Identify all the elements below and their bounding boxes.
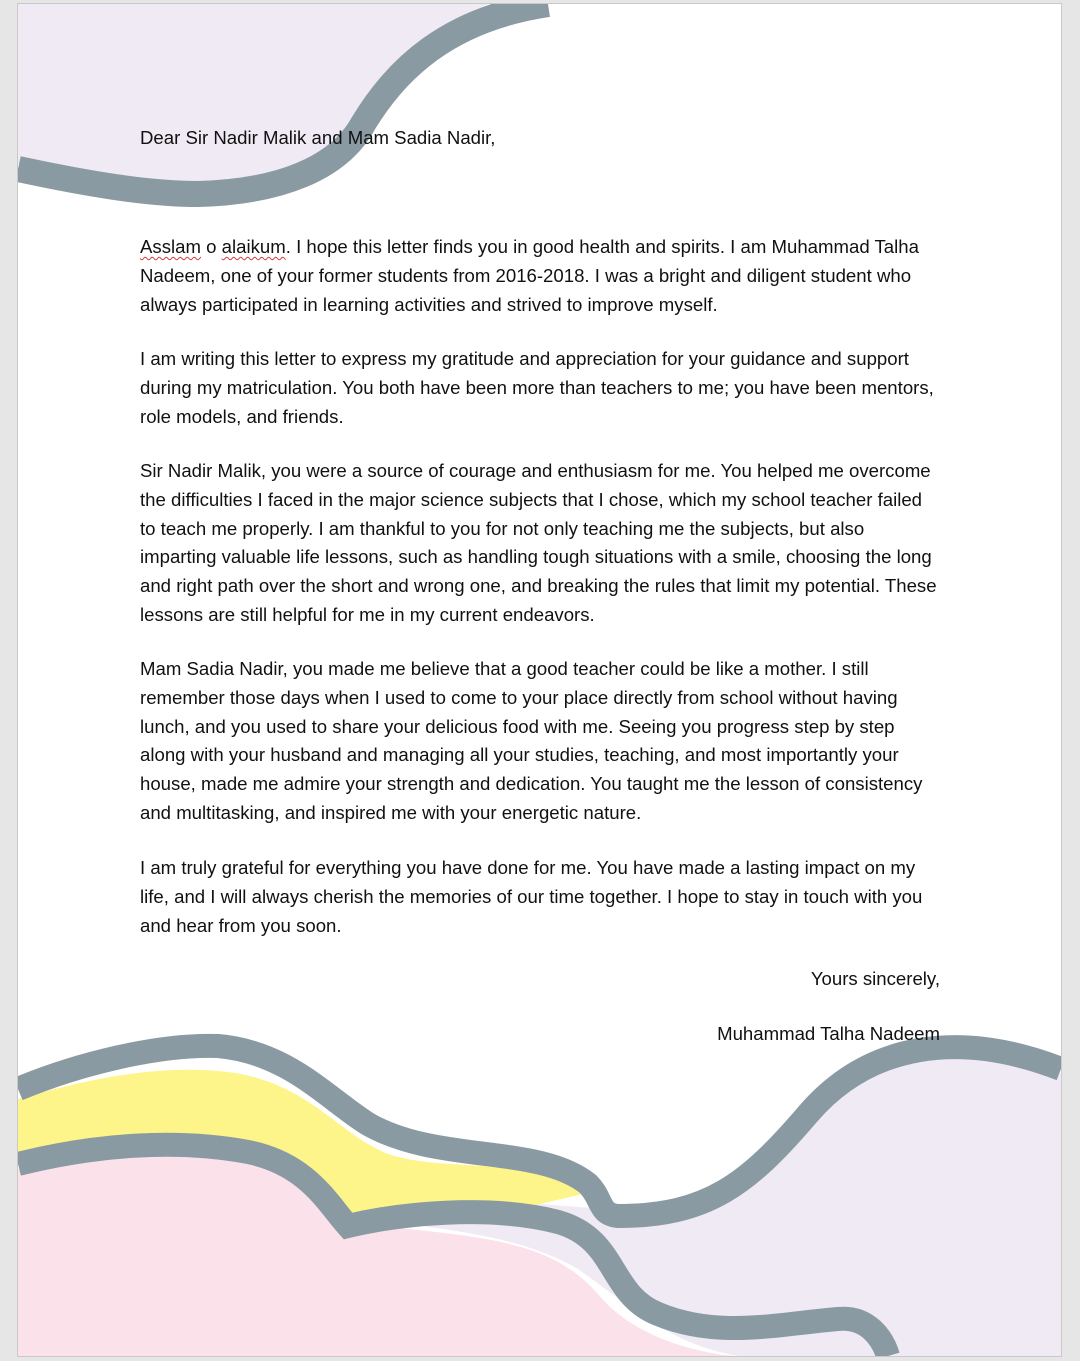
paragraph-text: . I hope this letter finds you in good health and spirits. I am Muhammad Talha Nadeem, one of your former students from 2016-2018. I was a bright and diligent student who always participated in learning activities and strived to improve myself.: [140, 236, 919, 315]
paragraph-mam-sadia: Mam Sadia Nadir, you made me believe that a good teacher could be like a mother. I still remember those days when I used to come to your place directly from school without having lunch, and you used to share your delicious food with me. Seeing you progress step by step along with your husband and managing all your studies, teaching, and most importantly your house, made me admire your strength and dedication. You taught me the lesson of consistency and multitasking, and inspired me with your energetic nature.: [140, 658, 923, 823]
paragraph-closing: I am truly grateful for everything you have done for me. You have made a lasting impact on my life, and I will always cherish the memories of our time together. I hope to stay in touch with you and hear from you soon.: [140, 857, 923, 936]
spellcheck-word[interactable]: Asslam: [140, 236, 201, 257]
salutation: Dear Sir Nadir Malik and Mam Sadia Nadir,: [140, 127, 496, 148]
top-lavender-blob: [18, 4, 488, 182]
document-page: [18, 4, 1061, 1356]
paragraph-text: o: [200, 236, 222, 257]
signature-name: Muhammad Talha Nadeem: [717, 1023, 940, 1044]
paragraph-introduction: [140, 233, 940, 319]
spellcheck-word[interactable]: alaikum: [221, 236, 286, 257]
closing-line: Yours sincerely,: [810, 968, 940, 989]
paragraph-sir-nadir: Sir Nadir Malik, you were a source of courage and enthusiasm for me. You helped me overcome the difficulties I faced in the major science subjects that I chose, which my school teacher failed to teach me properly. I am thankful to you for not only teaching me the subjects, but also imparting valuable life lessons, such as handling tough situations with a smile, choosing the long and right path over the short and wrong one, and breaking the rules that limit my potential. These lessons are still helpful for me in my current endeavors.: [140, 460, 937, 625]
paragraph-gratitude: I am writing this letter to express my gratitude and appreciation for your guidance and support during my matriculation. You both have been more than teachers to me; you have been mentors, role models, and friends.: [140, 348, 934, 427]
